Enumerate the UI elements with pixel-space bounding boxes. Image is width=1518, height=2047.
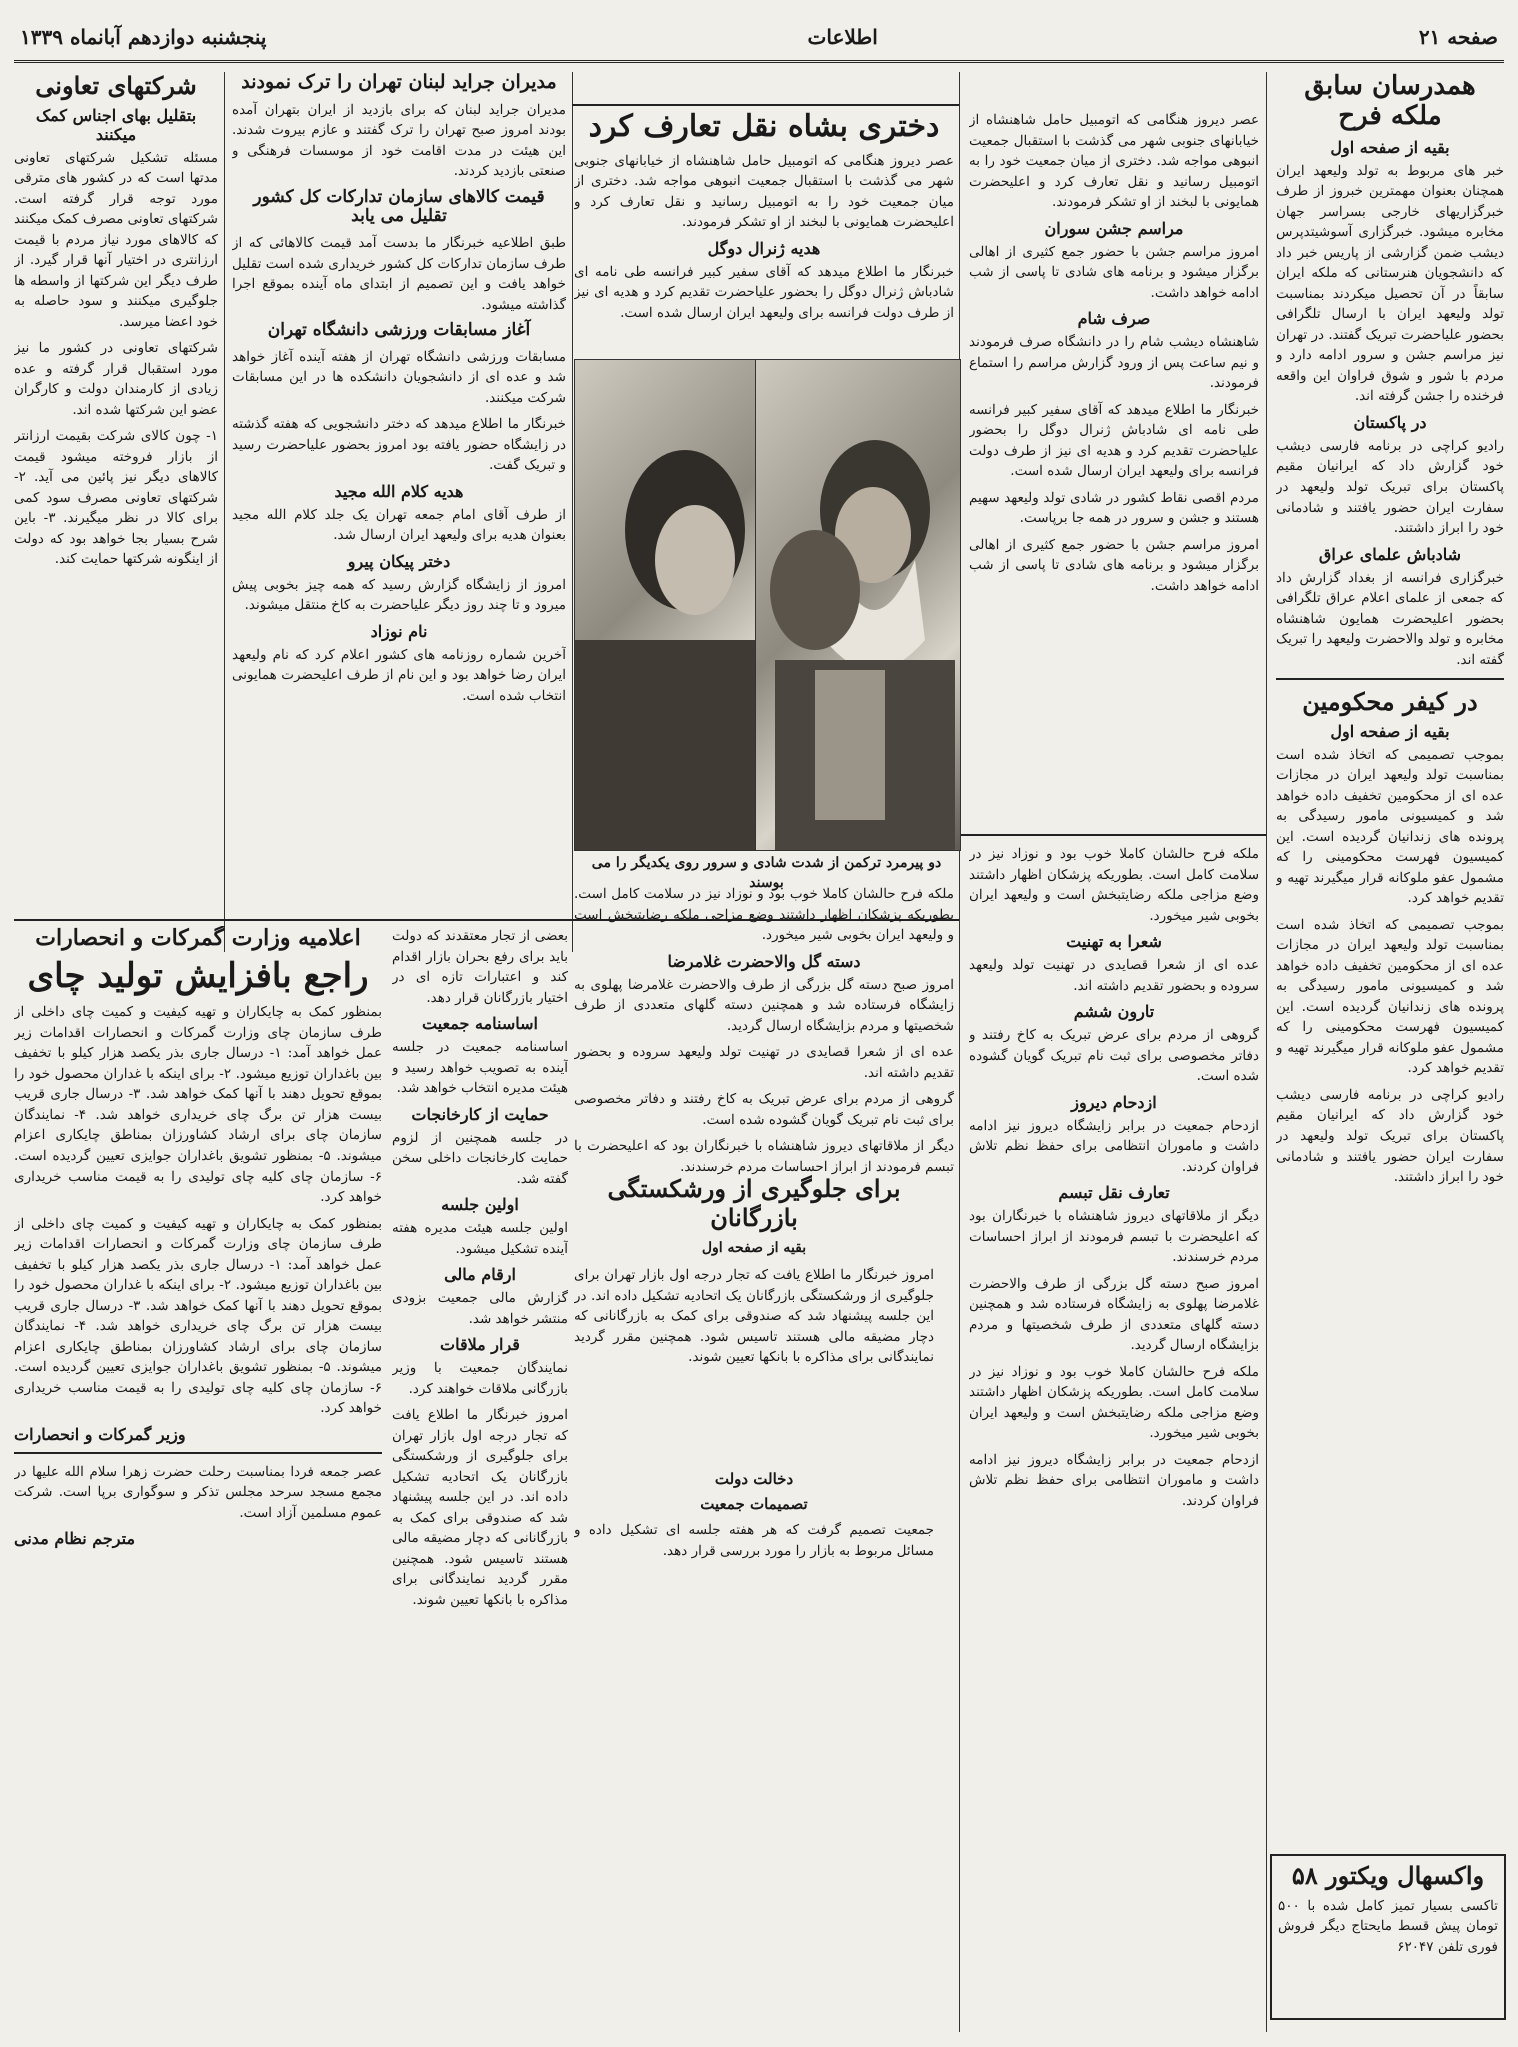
article-celebrations xyxy=(969,110,1259,830)
article-body: امروز صبح دسته گل بزرگی از طرف والاحضرت غلامرضا پهلوی به زایشگاه فرستاده شد و همچنین دسته گلهای متعددی از طرف شخصیتها و مردم بزایشگاه ارسال گردید. xyxy=(969,1275,1259,1354)
classified-ad xyxy=(1270,1854,1506,2020)
customs-announcement xyxy=(14,926,382,1996)
subheading: مراسم جشن سوران xyxy=(1044,218,1184,238)
article-headline: شرکتهای تعاونی xyxy=(35,72,197,100)
bazaar-body: امروز خبرنگار ما اطلاع یافت که تجار درجه اول بازار تهران برای جلوگیری از ورشکستگی بازرگانان یک اتحادیه تشکیل داده اند. در این جلسه پیشنهاد شد که صندوقی برای کمک به بازرگانانی که دچار مضیقه مالی هستند تاسیس شود. همچنین مقرر گردید نمایندگانی برای مذاکره با بانکها تعیین شوند. xyxy=(574,1267,934,1366)
article-body: دیگر از ملاقاتهای دیروز شاهنشاه با خبرنگاران بود که اعلیحضرت با تبسم فرمودند از ابراز احساسات مردم خرسندند. xyxy=(969,1208,1259,1266)
article-headline: مدیران جراید لبنان تهران را ترک نمودند xyxy=(241,72,557,93)
article-body: اولین جلسه هیئت مدیره هفته آینده تشکیل میشود. xyxy=(392,1220,568,1257)
photo-illustration xyxy=(575,360,755,850)
article-body: بموجب تصمیمی که اتخاذ شده است بمناسبت تولد ولیعهد ایران در مجازات عده ای از محکومین تخفیف داده خواهد شد و کمیسیونی مامور رسیدگی به پرونده های زندانیان گردیده است. این کمیسیون فهرست محکومینی را که مشمول عفو ملوکانه قرار میگیرند تهیه و تقدیم خواهد کرد. xyxy=(1276,916,1504,1077)
subheading: دسته گل والاحضرت غلامرضا xyxy=(667,951,861,971)
article-body: امروز مراسم جشن با حضور جمع کثیری از اهالی برگزار میشود و برنامه های شادی تا پاسی از شب ادامه خواهد داشت. xyxy=(969,536,1259,594)
bazaar-continuation: بقیه از صفحه اول xyxy=(701,1240,807,1256)
article-bazaar-col-b xyxy=(392,926,568,1996)
subheading: تارون ششم xyxy=(1073,1002,1155,1022)
article-body: عده ای از شعرا قصایدی در تهنیت تولد ولیعهد سروده و بحضور تقدیم داشته اند. xyxy=(574,1044,954,1081)
photo-illustration xyxy=(755,360,960,850)
article-girl-offers-candy xyxy=(574,110,954,360)
continuation-note: بقیه از صفحه اول xyxy=(1330,721,1450,741)
article-body: ملکه فرح حالشان کاملا خوب بود و نوزاد نیز در سلامت کامل است. بطوریکه پزشکان اظهار داشتند وضع مزاجی ملکه رضایتبخش است و ولیعهد ایران بخوبی شیر میخورد. xyxy=(574,886,954,944)
article-body: ازدحام جمعیت در برابر زایشگاه دیروز نیز ادامه داشت و ماموران انتظامی برای حفظ نظم تلاش فراوان کردند. xyxy=(969,1117,1259,1175)
article-subheadline: بتقلیل بهای اجناس کمک میکنند xyxy=(35,105,197,144)
article-body: ۱- چون کالای شرکت بقیمت ارزانتر از بازار فروخته میشود قیمت کالاهای دیگر نیز پائین می آید. ۲- شرکتهای تعاونی مصرف سود کمی برای کالا در نظر میگیرند. ۳- باین شرح بسیار بجا خواهد بود که دولت از اینگونه شرکتها حمایت کند. xyxy=(14,428,218,568)
article-body: مسئله تشکیل شرکتهای تعاونی مدتها است که در کشور های مترقی مورد توجه قرار گرفته است. شرکتهای تعاونی مصرف کمک میکنند که کالاهای مورد نیاز مردم با قیمت ارزانتری در اختیار آنها قرار گیرد. از طرف دیگر این شرکتها از واسطه ها جلوگیری میکنند و سود حاصله به خود اعضا میرسد. xyxy=(14,149,218,330)
article-cooperatives xyxy=(14,72,218,912)
announcement-title: راجع بافزایش تولید چای xyxy=(27,956,369,997)
article-body: دیگر از ملاقاتهای دیروز شاهنشاه با خبرنگاران بود که اعلیحضرت با تبسم فرمودند از ابراز احساسات مردم خرسندند. xyxy=(574,1138,954,1175)
article-body: مردم اقصی نقاط کشور در شادی تولد ولیعهد سهیم هستند و جشن و سرور در همه جا برپاست. xyxy=(969,489,1259,527)
article-body: ازدحام جمعیت در برابر زایشگاه دیروز نیز ادامه داشت و ماموران انتظامی برای حفظ نظم تلاش فراوان کردند. xyxy=(969,1451,1259,1509)
page-number: صفحه ۲۱ xyxy=(1418,25,1498,49)
bazaar-headline-text: برای جلوگیری از ورشکستگی بازرگانان xyxy=(607,1174,901,1232)
article-body: امروز مراسم جشن با حضور جمع کثیری از اهالی برگزار میشود و برنامه های شادی تا پاسی از شب ادامه خواهد داشت. xyxy=(969,243,1259,301)
article-headline: در کیفر محکومین xyxy=(1302,687,1478,717)
subheading: حمایت از کارخانجات xyxy=(411,1104,549,1124)
subheading: قرار ملاقات xyxy=(440,1335,520,1355)
subheading: اولین جلسه xyxy=(441,1195,519,1215)
subheading: در پاکستان xyxy=(1353,412,1427,432)
column-rule xyxy=(224,72,225,952)
subheading: صرف شام xyxy=(1077,309,1151,329)
article-body: رادیو کراچی در برنامه فارسی دیشب خود گزارش داد که ایرانیان مقیم پاکستان برای تبریک تولد ولیعهد در سفارت ایران حضور یافتند و شادمانی خود را ابراز داشتند. xyxy=(1276,1086,1504,1186)
subheading: شعرا به تهنیت xyxy=(1066,932,1162,952)
subheading: شادباش علمای عراق xyxy=(1318,544,1462,564)
article-body: مدیران جراید لبنان که برای بازدید از ایران بتهران آمده بودند امروز صبح تهران را ترک گفتند و عازم بیروت شدند. این هیئت در مدت اقامت خود از موسسات فرهنگی و صنعتی بازدید کردند. xyxy=(232,101,566,180)
article-body: عده ای از شعرا قصایدی در تهنیت تولد ولیعهد سروده و بحضور تقدیم داشته اند. xyxy=(969,957,1259,994)
announcement-signature: وزیر گمرکات و انحصارات xyxy=(14,1424,186,1444)
religious-notice: عصر جمعه فردا بمناسبت رحلت حضرت زهرا سلام الله علیها در مجمع مسجد سرحد مجلس تذکر و سوگواری برپا است. شرکت عموم مسلمین آزاد است. xyxy=(14,1463,382,1521)
subheading: تعارف نقل تبسم xyxy=(1058,1183,1170,1203)
subheading: دختر پیکان پیرو xyxy=(347,551,451,571)
article-farah-classmates xyxy=(1276,72,1504,2032)
column-rule xyxy=(572,72,573,952)
section-divider xyxy=(572,104,959,106)
article-body: امروز صبح دسته گل بزرگی از طرف والاحضرت غلامرضا پهلوی به زایشگاه فرستاده شد و همچنین دسته گلهای متعددی از طرف شخصیتها و مردم بزایشگاه ارسال گردید. xyxy=(574,976,954,1034)
ad-title: واکسهال ویکتور ۵۸ xyxy=(1291,1861,1485,1890)
article-body: بعضی از تجار معتقدند که دولت باید برای رفع بحران بازار اقدام کند و اعتبارات تازه ای در اختیار بازرگانان قرار دهد. xyxy=(392,928,568,1006)
paper-name: اطلاعات xyxy=(807,25,878,49)
article-body: آخرین شماره روزنامه های کشور اعلام کرد که نام ولیعهد ایران رضا خواهد بود و این نام از طرف اعلیحضرت همایونی انتخاب شده است. xyxy=(232,646,566,704)
notice-signature: مترجم نظام مدنی xyxy=(14,1529,136,1549)
article-headline: آغاز مسابقات ورزشی دانشگاه تهران xyxy=(267,320,531,341)
article-headline: همدرسان سابق ملکه فرح xyxy=(1304,72,1476,131)
announcement-body: بمنظور کمک به چایکاران و تهیه کیفیت و کمیت چای داخلی از طرف سازمان چای وزارت گمرکات و انحصارات اقدامات زیر عمل خواهد آمد: ۱- درسال جاری بذر یکصد هزار کیلو با تخفیف بین باغداران توزیع میشود. ۲- برای اینکه با غداران محصول خود را بموقع تحویل دهند با آنها کمک خواهد شد. ۳- درسال جاری قریب بیست هزار تن برگ چای خریداری خواهد شد. ۴- نمایندگان سازمان چای برای ارشاد کشاورزان بمناطق چایکاری اعزام میشوند. ۵- بمنظور تشویق باغداران جوایزی تعیین گردیده است. ۶- سازمان چای کلیه چای تولیدی را به قیمت مناسب خریداری خواهد کرد. xyxy=(14,1215,382,1417)
column-rule xyxy=(1266,72,1267,2032)
section-divider xyxy=(959,834,1266,836)
article-body: خبر های مربوط به تولد ولیعهد ایران همچنان بعنوان مهمترین خبروز از طرف خبرگزاریهای خارجی بسراسر جهان مخابره میشود. خبرگزاری آسوشیتدپرس دیشب ضمن گزارشی از پاریس خبر داد که دانشجویان هنرستانی که ملکه ایران سابقاً در آن تحصیل میکردند بمناسبت تولد ولیعهد ایران با ارسال تلگرافی بحضور علیاحضرت تبریک گفتند. در تهران نیز مراسم جشن و سرور ادامه دارد و مردم با شور و شوق فراوان این واقعه فرخنده را جشن گرفته اند. xyxy=(1276,162,1504,405)
bazaar-subheading: دخالت دولت xyxy=(714,1470,794,1488)
article-continuation xyxy=(969,844,1259,1994)
subheading: هدیه کلام الله مجید xyxy=(334,481,464,501)
bazaar-subheading: تصمیمات جمعیت xyxy=(700,1495,808,1513)
article-body: گزارش مالی جمعیت بزودی منتشر خواهد شد. xyxy=(392,1290,568,1327)
masthead xyxy=(14,14,1504,63)
ad-body: تاکسی بسیار تمیز کامل شده با ۵۰۰ تومان پیش قسط مایحتاج دیگر فروش فوری تلفن ۶۲۰۴۷ xyxy=(1278,1897,1498,1955)
article-body: گروهی از مردم برای عرض تبریک به کاخ رفتند و دفاتر مخصوصی برای ثبت نام تبریک گویان گشوده شده است. xyxy=(969,1027,1259,1085)
photo-caption: دو پیرمرد ترکمن از شدت شادی و سرور روی یکدیگر را می بوسند xyxy=(591,855,942,891)
article-body: طبق اطلاعیه خبرنگار ما بدست آمد قیمت کالاهائی که از طرف سازمان تدارکات کل کشور خریداری شده است تقلیل خواهد یافت و این تصمیم از ابتدای ماه آینده بموقع اجرا گذاشته میشود. xyxy=(232,235,566,313)
article-headline: قیمت کالاهای سازمان تدارکات کل کشور تقلیل می یابد xyxy=(253,186,545,227)
article-body: عصر دیروز هنگامی که اتومبیل حامل شاهنشاه از خیابانهای جنوبی شهر می گذشت با استقبال جمعیت انبوهی مواجه شد. دختری از میان جمعیت خود را به اتومبیل رسانید و نقل تعارف کرد و اعلیحضرت همایونی با لبخند از او تشکر فرمودند. xyxy=(969,112,1259,211)
article-body: از طرف آقای امام جمعه تهران یک جلد کلام الله مجید بعنوان هدیه برای ولیعهد ایران ارسال شد. xyxy=(232,506,566,544)
article-headline: دختری بشاه نقل تعارف کرد xyxy=(588,110,940,144)
subheading: ارقام مالی xyxy=(444,1265,516,1285)
article-body: ملکه فرح حالشان کاملا خوب بود و نوزاد نیز در سلامت کامل است. بطوریکه پزشکان اظهار داشتند وضع مزاجی ملکه رضایتبخش است و ولیعهد ایران بخوبی شیر میخورد. xyxy=(969,846,1259,924)
article-body: شرکتهای تعاونی در کشور ما نیز مورد استقبال قرار گرفته و عده زیادی از کارمندان دولت و کارگران عضو این شرکتها شده اند. xyxy=(14,340,218,418)
article-body: گروهی از مردم برای عرض تبریک به کاخ رفتند و دفاتر مخصوصی برای ثبت نام تبریک گویان گشوده شده است. xyxy=(574,1091,954,1128)
announcement-head: اعلامیه وزارت گمرکات و انحصارات xyxy=(35,926,361,951)
article-body: امروز خبرنگار ما اطلاع یافت که تجار درجه اول بازار تهران برای جلوگیری از ورشکستگی بازرگانان یک اتحادیه تشکیل داده اند. در این جلسه پیشنهاد شد که صندوقی برای کمک به بازرگانانی که دچار مضیقه مالی هستند تاسیس شود. همچنین مقرر گردید نمایندگانی برای مذاکره با بانکها تعیین شوند. xyxy=(392,1407,568,1608)
article-body: شاهنشاه دیشب شام را در دانشگاه صرف فرمودند و نیم ساعت پس از ورود گزارش مراسم را استماع فرمودند. xyxy=(969,334,1259,392)
photo-two-turkmen-elders xyxy=(754,359,961,851)
subheading: ازدحام دیروز xyxy=(1071,1092,1157,1112)
article-body: خبرنگار ما اطلاع میدهد که آقای سفیر کبیر فرانسه طی نامه ای شادباش ژنرال دوگل را بحضور علیاحضرت تقدیم کرد و هدیه ای نیز از طرف دولت فرانسه برای ولیعهد ایران ارسال شده است. xyxy=(969,401,1259,480)
subheading: هدیه ژنرال دوگل xyxy=(707,238,821,258)
article-body: رادیو کراچی در برنامه فارسی دیشب خود گزارش داد که ایرانیان مقیم پاکستان برای تبریک تولد ولیعهد در سفارت ایران حضور یافتند و شادمانی خود را ابراز داشتند. xyxy=(1276,437,1504,537)
article-body: نمایندگان جمعیت با وزیر بازرگانی ملاقات خواهند کرد. xyxy=(392,1360,568,1397)
article-body: در جلسه همچنین از لزوم حمایت کارخانجات داخلی سخن گفته شد. xyxy=(392,1129,568,1187)
article-body: ملکه فرح حالشان کاملا خوب بود و نوزاد نیز در سلامت کامل است. بطوریکه پزشکان اظهار داشتند وضع مزاجی ملکه رضایتبخش است و ولیعهد ایران بخوبی شیر میخورد. xyxy=(969,1363,1259,1442)
bazaar-body: جمعیت تصمیم گرفت که هر هفته جلسه ای تشکیل داده و مسائل مربوط به بازار را مورد بررسی قرار دهد. xyxy=(574,1522,934,1559)
issue-date: پنجشنبه دوازدهم آبانماه ۱۳۳۹ xyxy=(20,25,267,49)
subheading: اساسنامه جمعیت xyxy=(422,1014,538,1034)
subheading: نام نوزاد xyxy=(370,621,428,641)
article-body: عصر دیروز هنگامی که اتومبیل حامل شاهنشاه از خیابانهای جنوبی شهر می گذشت با استقبال جمعیت انبوهی مواجه شد. دختری از میان جمعیت خود را به اتومبیل رسانید و نقل تعارف کرد و اعلیحضرت همایونی با لبخند از او تشکر فرمودند. xyxy=(574,152,954,231)
article-body: امروز از زایشگاه گزارش رسید که همه چیز بخوبی پیش میرود و تا چند روز دیگر علیاحضرت به کاخ منتقل میشوند. xyxy=(232,576,566,614)
article-body: خبرگزاری فرانسه از بغداد گزارش داد که جمعی از علمای اعلام عراق تلگرافی بحضور اعلیحضرت همایون شاهنشاه مخابره و تولد والاحضرت ولیعهد را تبریک گفته اند. xyxy=(1276,569,1504,668)
article-body: خبرنگار ما اطلاع میدهد که آقای سفیر کبیر فرانسه طی نامه ای شادباش ژنرال دوگل را بحضور علیاحضرت تقدیم کرد و هدیه ای نیز از طرف دولت فرانسه برای ولیعهد ایران ارسال شده است. xyxy=(574,263,954,321)
article-body: بموجب تصمیمی که اتخاذ شده است بمناسبت تولد ولیعهد ایران در مجازات عده ای از محکومین تخفیف داده خواهد شد و کمیسیونی مامور رسیدگی به پرونده های زندانیان گردیده است. این کمیسیون فهرست محکومینی را که مشمول عفو ملوکانه قرار میگیرند تهیه و تقدیم خواهد کرد. xyxy=(1276,746,1504,907)
article-body: مسابقات ورزشی دانشگاه تهران از هفته آینده آغاز خواهد شد و عده ای از دانشجویان دانشکده ها در این مسابقات شرکت میکنند. xyxy=(232,348,566,406)
announcement-body: بمنظور کمک به چایکاران و تهیه کیفیت و کمیت چای داخلی از طرف سازمان چای وزارت گمرکات و انحصارات اقدامات زیر عمل خواهد آمد: ۱- درسال جاری بذر یکصد هزار کیلو با تخفیف بین باغداران توزیع میشود. ۲- برای اینکه با غداران محصول خود را بموقع تحویل دهند با آنها کمک خواهد شد. ۳- درسال جاری قریب بیست هزار تن برگ چای خریداری خواهد شد. ۴- نمایندگان سازمان چای برای ارشاد کشاورزان بمناطق چایکاری اعزام میشوند. ۵- بمنظور تشویق باغداران جوایزی تعیین گردیده است. ۶- سازمان چای کلیه چای تولیدی را به قیمت مناسب خریداری خواهد کرد. xyxy=(14,1004,382,1206)
article-lebanese-editors xyxy=(232,72,566,912)
continuation-note: بقیه از صفحه اول xyxy=(1330,137,1450,157)
article-body: خبرنگار ما اطلاع میدهد که دختر دانشجویی که هفته گذشته در زایشگاه حضور یافته بود امروز بحضور علیاحضرت رسید و تبریک گفت. xyxy=(232,416,566,474)
photo-left-part xyxy=(574,359,756,851)
article-body: اساسنامه جمعیت در جلسه آینده به تصویب خواهد رسید و هیئت مدیره انتخاب خواهد شد. xyxy=(392,1039,568,1097)
